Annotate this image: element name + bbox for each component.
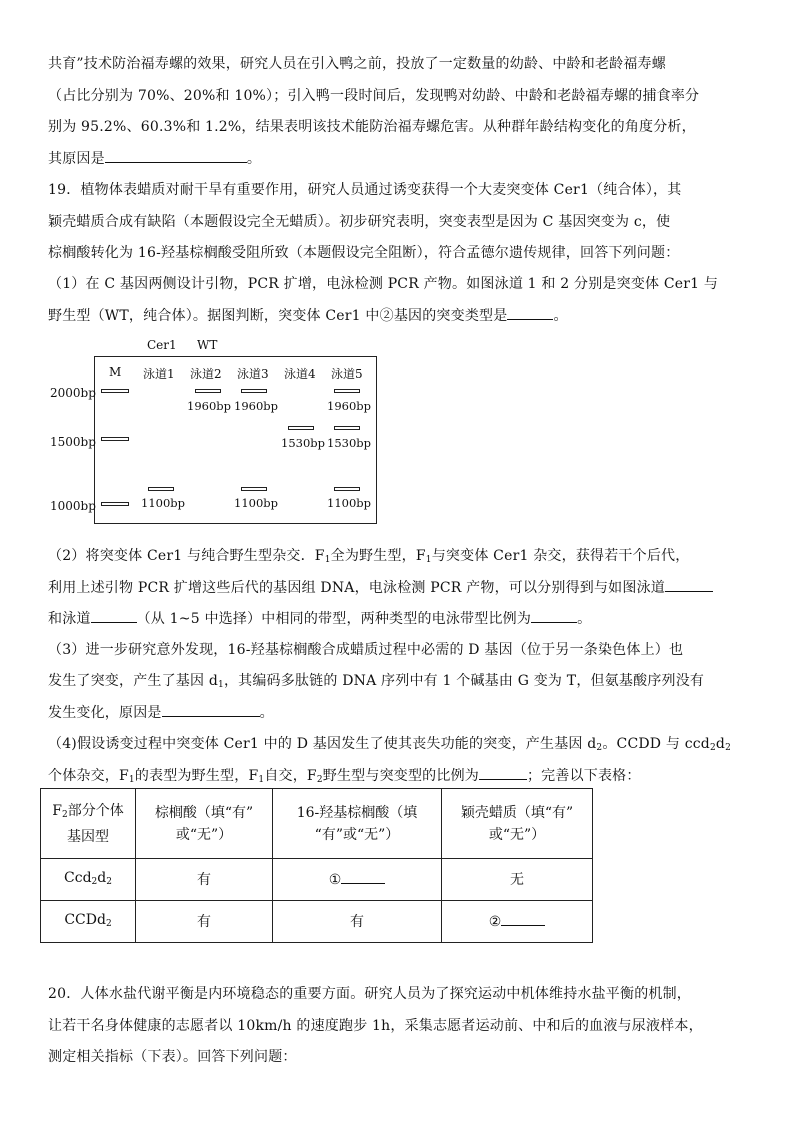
text: （从 1~5 中选择）中相同的带型，两种类型的电泳带型比例为 xyxy=(136,611,532,627)
text: （2）将突变体 Cer1 与纯合野生型杂交．F xyxy=(48,548,325,564)
q19-intro-3: 棕榈酸转化为 16-羟基棕榈酸受阻所致（本题假设完全阻断），符合孟德尔遗传规律，回答下列问题： xyxy=(48,245,680,261)
text: 棕榈酸（填“有” xyxy=(154,804,254,821)
subscript: 2 xyxy=(61,809,68,820)
lane-label-4: 泳道4 xyxy=(284,367,316,381)
q19-intro-1: 19．植物体表蜡质对耐干旱有重要作用，研究人员通过诱变获得一个大麦突变体 Cer1（纯合体），其 xyxy=(48,182,682,198)
table-cell xyxy=(41,901,136,943)
q18-line-4 xyxy=(48,148,261,169)
q19-part4-line-2 xyxy=(48,765,641,790)
marker-1000: 1000bp xyxy=(50,499,96,513)
subscript: 2 xyxy=(709,743,716,753)
gel-band xyxy=(334,426,360,430)
gel-label-wt: WT xyxy=(197,338,218,352)
text: 或“无”） xyxy=(175,826,233,843)
band-label: 1100bp xyxy=(234,496,278,510)
text: 发生了突变，产生了基因 d xyxy=(48,673,219,689)
q18-end: 。 xyxy=(246,151,262,167)
table-cell: 无 xyxy=(442,859,593,901)
text: 颖壳蜡质（填“有” xyxy=(460,804,574,821)
q19-part2-line-3 xyxy=(48,608,591,629)
table-row xyxy=(41,901,593,943)
gel-band xyxy=(241,389,267,393)
gel-band xyxy=(241,487,267,491)
q19-part3-line-3 xyxy=(48,702,274,723)
gel-label-cer1: Cer1 xyxy=(147,338,177,352)
lane-label-m: M xyxy=(109,365,122,379)
answer-blank[interactable] xyxy=(501,911,545,926)
q19-part1-prompt: 野生型（WT，纯合体）。据图判断，突变体 Cer1 中②基因的突变类型是 xyxy=(48,308,508,324)
q18-line-2: （占比分别为 70%、20%和 10%）；引入鸭一段时间后，发现鸭对幼龄、中龄和老龄福寿螺的捕食率分 xyxy=(48,88,700,104)
lane-label-2: 泳道2 xyxy=(190,367,222,381)
table-header-cell xyxy=(273,789,442,859)
text: 。 xyxy=(577,611,592,627)
text: （4)假设诱变过程中突变体 Cer1 中的 D 基因发生了使其丧失功能的突变，产生基因 d xyxy=(48,736,597,752)
subscript: 1 xyxy=(324,555,331,565)
answer-blank[interactable] xyxy=(665,577,713,592)
q19-intro-2: 颖壳蜡质合成有缺陷（本题假设完全无蜡质）。初步研究表明，突变表型是因为 C 基因突变为 c，使 xyxy=(48,214,671,230)
q19-part3-line-1: （3）进一步研究意外发现，16-羟基棕榈酸合成蜡质过程中必需的 D 基因（位于另一条染色体上）也 xyxy=(48,642,684,658)
text: 野生型与突变型的比例为 xyxy=(322,768,479,784)
gel-band xyxy=(148,487,174,491)
subscript: 1 xyxy=(128,775,135,785)
gel-band xyxy=(195,389,221,393)
subscript: 2 xyxy=(596,743,603,753)
text: 全为野生型，F xyxy=(330,548,426,564)
q19-part2-line-1 xyxy=(48,546,689,570)
text: Ccd xyxy=(64,869,92,886)
text: 。CCDD 与 ccd xyxy=(602,736,710,752)
answer-blank[interactable] xyxy=(531,608,577,623)
q19-part1-end: 。 xyxy=(553,308,568,324)
subscript: 2 xyxy=(725,743,732,753)
q19-part3-line-2 xyxy=(48,671,704,695)
gel-band xyxy=(334,487,360,491)
answer-blank[interactable] xyxy=(479,765,527,780)
subscript: 2 xyxy=(91,876,98,887)
q19-part1-line-2 xyxy=(48,305,568,326)
q19-part2-line-2 xyxy=(48,577,713,598)
answer-blank[interactable] xyxy=(162,702,260,717)
text: ① xyxy=(328,871,342,888)
q20-line-3: 测定相关指标（下表）。回答下列问题： xyxy=(48,1049,297,1065)
text: 的表型为野生型，F xyxy=(134,768,259,784)
lane-label-5: 泳道5 xyxy=(331,367,363,381)
band-label: 1530bp xyxy=(281,436,325,450)
text: 基因型 xyxy=(67,828,109,845)
table-cell: 有 xyxy=(273,901,442,943)
q20-line-1: 20．人体水盐代谢平衡是内环境稳态的重要方面。研究人员为了探究运动中机体维持水盐平衡的机制， xyxy=(48,986,692,1002)
lane-label-3: 泳道3 xyxy=(237,367,269,381)
answer-blank[interactable] xyxy=(507,305,553,320)
text: 与突变体 Cer1 杂交，获得若干个后代， xyxy=(431,548,690,564)
table-cell xyxy=(41,859,136,901)
answer-blank[interactable] xyxy=(105,148,247,163)
table-cell xyxy=(273,859,442,901)
q19-part1-line-1: （1）在 C 基因两侧设计引物，PCR 扩增，电泳检测 PCR 产物。如图泳道 1 和 2 分别是突变体 Cer1 与 xyxy=(48,276,719,292)
text: 利用上述引物 PCR 扩增这些后代的基因组 DNA，电泳检测 PCR 产物，可以分别得到与如图泳道 xyxy=(48,580,665,596)
subscript: 2 xyxy=(105,918,112,929)
gel-band xyxy=(101,437,129,441)
q19-part4-line-1 xyxy=(48,734,731,758)
answer-blank[interactable] xyxy=(341,869,385,884)
table-header-cell xyxy=(41,789,136,859)
text: 自交，F xyxy=(264,768,317,784)
gel-band xyxy=(101,389,129,393)
band-label: 1100bp xyxy=(141,496,185,510)
q18-line-3: 别为 95.2%、60.3%和 1.2%，结果表明该技术能防治福寿螺危害。从种群年龄结构变化的角度分析， xyxy=(48,119,696,135)
text: 个体杂交，F xyxy=(48,768,129,784)
text: ，其编码多肽链的 DNA 序列中有 1 个碱基由 G 变为 T，但氨基酸序列没有 xyxy=(223,673,705,689)
gel-band xyxy=(101,502,129,506)
subscript: 1 xyxy=(425,555,432,565)
table-cell xyxy=(442,901,593,943)
q20-line-2: 让若干名身体健康的志愿者以 10km/h 的速度跑步 1h，采集志愿者运动前、中和后的血液与尿液样本， xyxy=(48,1018,703,1034)
gel-band xyxy=(334,389,360,393)
genotype-table xyxy=(40,788,593,943)
q18-prompt: 其原因是 xyxy=(48,151,105,167)
text: d xyxy=(715,736,726,752)
text: 发生变化，原因是 xyxy=(48,705,162,721)
answer-blank[interactable] xyxy=(91,608,137,623)
band-label: 1960bp xyxy=(187,399,231,413)
text: “有”或“无”） xyxy=(314,826,400,843)
text: 16-羟基棕榈酸（填 xyxy=(296,804,418,821)
text: CCDd xyxy=(64,911,106,928)
text: ② xyxy=(488,913,502,930)
table-cell: 有 xyxy=(136,859,273,901)
text: 。 xyxy=(259,705,274,721)
text: 或“无”） xyxy=(488,826,546,843)
marker-1500: 1500bp xyxy=(50,435,96,449)
table-header-row xyxy=(41,789,593,859)
band-label: 1960bp xyxy=(234,399,278,413)
text: F xyxy=(52,802,62,819)
table-cell: 有 xyxy=(136,901,273,943)
subscript: 1 xyxy=(258,775,265,785)
text: 部分个体 xyxy=(67,802,124,819)
band-label: 1960bp xyxy=(327,399,371,413)
subscript: 1 xyxy=(218,680,224,690)
subscript: 2 xyxy=(106,876,112,887)
table-header-cell xyxy=(136,789,273,859)
lane-label-1: 泳道1 xyxy=(143,367,175,381)
gel-band xyxy=(288,426,314,430)
subscript: 2 xyxy=(316,775,323,785)
text: ；完善以下表格： xyxy=(526,768,641,784)
text: 和泳道 xyxy=(48,611,91,627)
q18-line-1: 共育”技术防治福寿螺的效果，研究人员在引入鸭之前，投放了一定数量的幼龄、中龄和老龄福寿螺 xyxy=(48,56,666,72)
text: d xyxy=(97,869,107,886)
marker-2000: 2000bp xyxy=(50,386,96,400)
band-label: 1100bp xyxy=(327,496,371,510)
table-row xyxy=(41,859,593,901)
band-label: 1530bp xyxy=(327,436,371,450)
table-header-cell xyxy=(442,789,593,859)
